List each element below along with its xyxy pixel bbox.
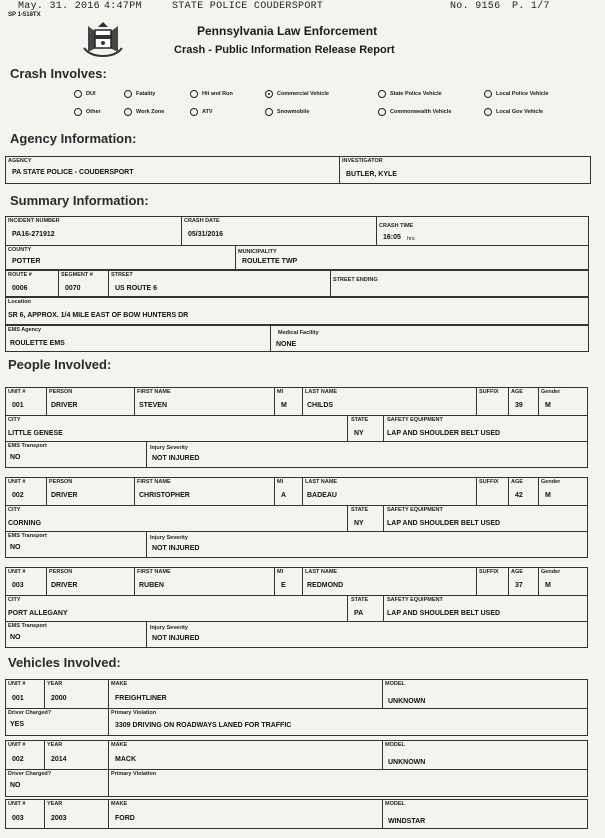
vehicle-model-cell [382, 800, 589, 828]
vehicle-make-value: FORD [115, 815, 135, 822]
crash-option-label: ATV [202, 109, 213, 115]
crash-option-radio[interactable] [190, 108, 198, 116]
person-gender-label: Gender [541, 479, 561, 485]
person-person-value: DRIVER [51, 492, 78, 499]
fax-time: 4:47PM [104, 1, 142, 12]
person-row-location [5, 595, 588, 622]
route-value: 0006 [12, 285, 28, 292]
vehicle-violation-value: 3309 DRIVING ON ROADWAYS LANED FOR TRAFFIC [115, 722, 292, 729]
agency-heading: Agency Information: [10, 131, 137, 146]
crash-option-label: Local Police Vehicle [496, 91, 549, 97]
person-last-value: BADEAU [307, 492, 337, 499]
report-subtitle: Crash - Public Information Release Report [174, 44, 395, 56]
person-person-value: DRIVER [51, 582, 78, 589]
vehicle-model-label: MODEL [385, 681, 405, 687]
medical-value: NONE [276, 341, 297, 348]
person-ems-label: EMS Transport [8, 533, 47, 539]
person-mi-value: A [281, 492, 287, 499]
summary-row-4 [5, 297, 589, 325]
person-state-label: STATE [351, 597, 369, 603]
vehicle-year-label: YEAR [47, 681, 63, 687]
crash-option-radio[interactable] [74, 108, 82, 116]
medical-label: Medical Facility [278, 330, 319, 336]
person-unit-label: UNIT # [8, 479, 26, 485]
summary-row-5 [5, 325, 589, 352]
person-age-label: AGE [511, 479, 523, 485]
person-row-name [5, 387, 588, 416]
person-suffix-cell [476, 568, 508, 595]
vehicle-unit-cell [6, 800, 44, 828]
incident-value: PA16-271912 [12, 231, 55, 238]
person-injury-cell [146, 442, 589, 467]
person-age-value: 42 [515, 492, 523, 499]
person-mi-cell [274, 478, 302, 505]
person-unit-value: 001 [12, 402, 24, 409]
agency-label: AGENCY [8, 158, 32, 164]
person-ems-value: NO [10, 454, 21, 461]
vehicle-violation-label: Primary Violation [111, 771, 157, 777]
crash-option-label: Commercial Vehicle [277, 91, 329, 97]
person-age-cell [508, 388, 538, 415]
summary-heading: Summary Information: [10, 193, 149, 208]
street-ending-label: STREET ENDING [333, 277, 378, 283]
crash-option-radio[interactable] [265, 108, 273, 116]
street-label: STREET [111, 272, 133, 278]
fax-page: P. 1/7 [512, 1, 550, 12]
vehicle-make-label: MAKE [111, 801, 128, 807]
person-person-cell [46, 568, 134, 595]
person-first-label: FIRST NAME [137, 389, 171, 395]
person-unit-label: UNIT # [8, 569, 26, 575]
person-age-label: AGE [511, 389, 523, 395]
vehicle-make-value: FREIGHTLINER [115, 695, 167, 702]
person-safety-label: SAFETY EQUIPMENT [387, 417, 443, 423]
crash-option-radio[interactable] [378, 90, 386, 98]
form-id: SP 1-518TX [8, 12, 41, 18]
agency-box [5, 156, 591, 184]
vehicle-year-label: YEAR [47, 742, 63, 748]
location-label: Location [8, 299, 31, 305]
vehicle-year-cell [44, 800, 108, 828]
fax-date: May. 31. 2016 [18, 1, 100, 12]
fax-source: STATE POLICE COUDERSPORT [172, 1, 324, 12]
crash-involves-heading: Crash Involves: [10, 66, 107, 81]
person-city-value: CORNING [8, 520, 42, 527]
vehicles-heading: Vehicles Involved: [8, 655, 121, 670]
crash-time-label: CRASH TIME [379, 223, 414, 229]
vehicle-unit-label: UNIT # [8, 742, 26, 748]
person-city-label: CITY [8, 507, 21, 513]
person-gender-label: Gender [541, 569, 561, 575]
person-mi-label: MI [277, 569, 284, 575]
person-unit-cell [6, 478, 46, 505]
person-person-cell [46, 388, 134, 415]
person-unit-cell [6, 388, 46, 415]
person-first-value: STEVEN [139, 402, 168, 409]
person-unit-value: 003 [12, 582, 24, 589]
person-age-value: 37 [515, 582, 523, 589]
crash-date-label: CRASH DATE [184, 218, 220, 224]
person-last-cell [302, 478, 476, 505]
person-injury-value: NOT INJURED [152, 635, 200, 642]
person-person-label: PERSON [49, 389, 73, 395]
person-injury-cell [146, 532, 589, 557]
vehicle-make-label: MAKE [111, 742, 128, 748]
person-first-label: FIRST NAME [137, 479, 171, 485]
person-first-cell [134, 568, 274, 595]
person-state-value: NY [354, 430, 364, 437]
person-injury-label: Injury Severity [150, 625, 188, 631]
vehicle-model-cell [382, 741, 589, 769]
person-first-label: FIRST NAME [137, 569, 171, 575]
crash-involves-options [0, 0, 605, 130]
crash-option-label: Work Zone [136, 109, 165, 115]
person-gender-label: Gender [541, 389, 561, 395]
vehicle-model-value: UNKNOWN [388, 759, 426, 766]
vehicle-model-value: UNKNOWN [388, 698, 426, 705]
vehicle-violation-cell [108, 770, 589, 796]
person-mi-value: M [281, 402, 287, 409]
report-title: Pennsylvania Law Enforcement [197, 24, 378, 38]
person-first-value: CHRISTOPHER [139, 492, 190, 499]
crash-option-label: Commonwealth Vehicle [390, 109, 452, 115]
incident-label: INCIDENT NUMBER [8, 218, 60, 224]
person-state-label: STATE [351, 507, 369, 513]
crash-option-label: DUI [86, 91, 96, 97]
person-first-cell [134, 388, 274, 415]
crash-option-radio[interactable] [378, 108, 386, 116]
location-value: SR 6, APPROX. 1/4 MILE EAST OF BOW HUNTERS DR [8, 312, 189, 319]
crash-option-radio[interactable] [265, 90, 273, 98]
person-last-value: REDMOND [307, 582, 344, 589]
person-unit-label: UNIT # [8, 389, 26, 395]
person-row-medical [5, 621, 588, 648]
person-state-cell [347, 416, 383, 441]
summary-row-3 [5, 270, 589, 297]
person-city-value: PORT ALLEGANY [8, 610, 68, 617]
person-gender-value: M [545, 582, 551, 589]
crash-option-radio[interactable] [124, 108, 132, 116]
person-last-value: CHILDS [307, 402, 334, 409]
vehicle-unit-value: 003 [12, 815, 24, 822]
street-value: US ROUTE 6 [115, 285, 158, 292]
person-state-value: PA [354, 610, 364, 617]
vehicle-model-value: WINDSTAR [388, 818, 426, 825]
segment-value: 0070 [65, 285, 81, 292]
person-gender-value: M [545, 492, 551, 499]
vehicle-row-main [5, 679, 588, 709]
person-suffix-label: SUFFIX [479, 479, 499, 485]
person-row-medical [5, 441, 588, 468]
person-suffix-cell [476, 388, 508, 415]
crash-option-radio[interactable] [124, 90, 132, 98]
crash-option-label: Hit and Run [202, 91, 233, 97]
person-injury-value: NOT INJURED [152, 455, 200, 462]
person-row-name [5, 477, 588, 506]
county-label: COUNTY [8, 247, 32, 253]
people-heading: People Involved: [8, 357, 112, 372]
vehicle-row-charge [5, 769, 588, 797]
person-mi-label: MI [277, 389, 284, 395]
crash-option-label: Local Gov Vehicle [496, 109, 544, 115]
person-gender-cell [538, 388, 589, 415]
crash-time-unit: hrs [407, 236, 415, 242]
person-city-label: CITY [8, 597, 21, 603]
person-safety-label: SAFETY EQUIPMENT [387, 507, 443, 513]
person-injury-cell [146, 622, 589, 647]
vehicle-make-label: MAKE [111, 681, 128, 687]
person-first-cell [134, 478, 274, 505]
person-state-label: STATE [351, 417, 369, 423]
person-row-name [5, 567, 588, 596]
vehicle-charged-value: NO [10, 782, 21, 789]
person-last-label: LAST NAME [305, 569, 338, 575]
person-person-cell [46, 478, 134, 505]
vehicle-make-cell [108, 680, 382, 708]
vehicle-unit-cell [6, 680, 44, 708]
vehicle-unit-label: UNIT # [8, 801, 26, 807]
person-mi-label: MI [277, 479, 284, 485]
vehicle-year-value: 2014 [51, 756, 67, 763]
crash-option-radio[interactable] [484, 108, 492, 116]
person-safety-label: SAFETY EQUIPMENT [387, 597, 443, 603]
person-mi-value: E [281, 582, 286, 589]
vehicle-year-value: 2000 [51, 695, 67, 702]
person-age-label: AGE [511, 569, 523, 575]
person-injury-value: NOT INJURED [152, 545, 200, 552]
investigator-label: INVESTIGATOR [342, 158, 383, 164]
person-person-value: DRIVER [51, 402, 78, 409]
person-last-cell [302, 388, 476, 415]
vehicle-unit-value: 002 [12, 756, 24, 763]
ems-agency-label: EMS Agency [8, 327, 42, 333]
crash-option-label: State Police Vehicle [390, 91, 442, 97]
person-person-label: PERSON [49, 479, 73, 485]
vehicle-model-label: MODEL [385, 742, 405, 748]
fax-number: No. 9156 [450, 1, 501, 12]
person-injury-label: Injury Severity [150, 535, 188, 541]
person-last-cell [302, 568, 476, 595]
person-suffix-label: SUFFIX [479, 569, 499, 575]
person-last-label: LAST NAME [305, 479, 338, 485]
municipality-label: MUNICIPALITY [238, 249, 277, 255]
crash-option-radio[interactable] [190, 90, 198, 98]
vehicle-row-main [5, 740, 588, 770]
vehicle-charged-value: YES [10, 721, 25, 728]
summary-row-2 [5, 245, 589, 270]
crash-option-label: Fatality [136, 91, 156, 97]
person-city-label: CITY [8, 417, 21, 423]
person-safety-cell [383, 506, 589, 531]
route-label: ROUTE # [8, 272, 32, 278]
vehicle-charged-label: Driver Charged? [8, 771, 52, 777]
person-row-medical [5, 531, 588, 558]
vehicle-violation-cell [108, 709, 589, 735]
person-safety-value: LAP AND SHOULDER BELT USED [387, 430, 501, 437]
person-gender-cell [538, 478, 589, 505]
crash-time-value: 16:05 [383, 234, 401, 241]
person-safety-value: LAP AND SHOULDER BELT USED [387, 610, 501, 617]
person-safety-cell [383, 416, 589, 441]
person-person-label: PERSON [49, 569, 73, 575]
ems-agency-value: ROULETTE EMS [10, 340, 65, 347]
vehicle-model-label: MODEL [385, 801, 405, 807]
summary-row-1 [5, 216, 589, 246]
vehicle-year-cell [44, 680, 108, 708]
person-gender-cell [538, 568, 589, 595]
person-city-value: LITTLE GENESE [8, 430, 63, 437]
vehicle-year-cell [44, 741, 108, 769]
person-first-value: RUBEN [139, 582, 164, 589]
person-unit-cell [6, 568, 46, 595]
vehicle-year-label: YEAR [47, 801, 63, 807]
vehicle-unit-cell [6, 741, 44, 769]
vehicle-year-value: 2003 [51, 815, 67, 822]
person-last-label: LAST NAME [305, 389, 338, 395]
vehicle-violation-label: Primary Violation [111, 710, 157, 716]
person-state-value: NY [354, 520, 364, 527]
person-row-location [5, 505, 588, 532]
vehicle-row-main [5, 799, 588, 829]
person-ems-label: EMS Transport [8, 623, 47, 629]
person-age-cell [508, 478, 538, 505]
person-unit-value: 002 [12, 492, 24, 499]
person-mi-cell [274, 388, 302, 415]
vehicle-unit-label: UNIT # [8, 681, 26, 687]
person-suffix-label: SUFFIX [479, 389, 499, 395]
person-injury-label: Injury Severity [150, 445, 188, 451]
person-state-cell [347, 596, 383, 621]
agency-value: PA STATE POLICE - COUDERSPORT [12, 169, 134, 176]
person-ems-label: EMS Transport [8, 443, 47, 449]
vehicle-row-charge [5, 708, 588, 736]
crash-option-radio[interactable] [74, 90, 82, 98]
person-mi-cell [274, 568, 302, 595]
person-gender-value: M [545, 402, 551, 409]
municipality-value: ROULETTE TWP [242, 258, 298, 265]
person-row-location [5, 415, 588, 442]
segment-label: SEGMENT # [61, 272, 93, 278]
person-age-cell [508, 568, 538, 595]
vehicle-charged-label: Driver Charged? [8, 710, 52, 716]
person-state-cell [347, 506, 383, 531]
person-age-value: 39 [515, 402, 523, 409]
crash-option-radio[interactable] [484, 90, 492, 98]
vehicle-make-cell [108, 741, 382, 769]
crash-date-value: 05/31/2016 [188, 231, 224, 238]
vehicle-unit-value: 001 [12, 695, 24, 702]
crash-option-label: Snowmobile [277, 109, 310, 115]
vehicle-model-cell [382, 680, 589, 708]
vehicle-make-value: MACK [115, 756, 136, 763]
person-suffix-cell [476, 478, 508, 505]
person-ems-value: NO [10, 544, 21, 551]
person-ems-value: NO [10, 634, 21, 641]
investigator-value: BUTLER, KYLE [346, 171, 397, 178]
county-value: POTTER [12, 258, 41, 265]
vehicle-make-cell [108, 800, 382, 828]
person-safety-value: LAP AND SHOULDER BELT USED [387, 520, 501, 527]
crash-option-label: Other [86, 109, 101, 115]
person-safety-cell [383, 596, 589, 621]
